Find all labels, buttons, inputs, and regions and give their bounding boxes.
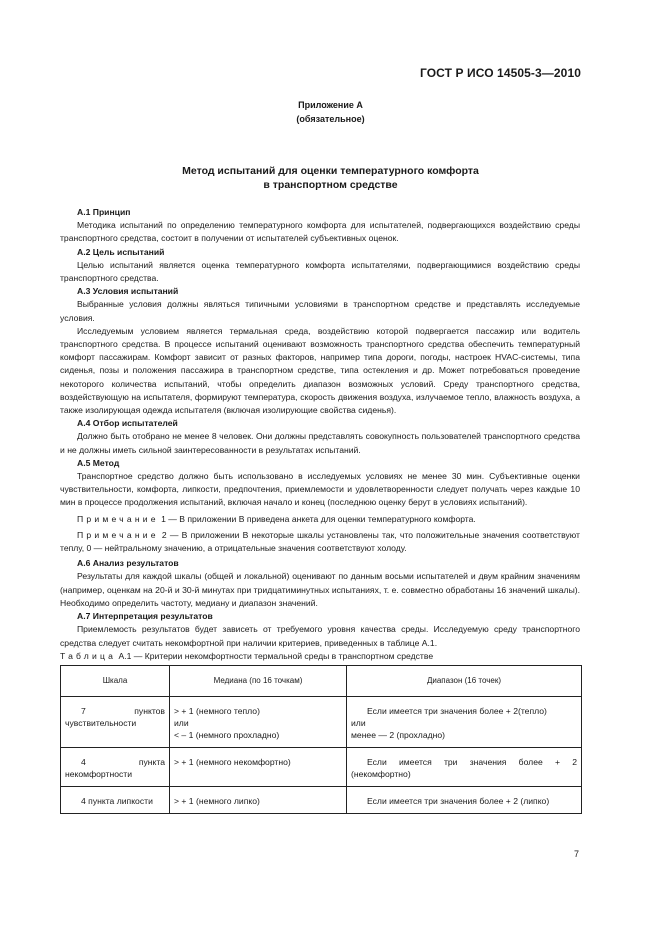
note-text: 1 — В приложении В приведена анкета для оценки температурного комфорта.	[158, 513, 476, 524]
range-line: Если имеется три значения более + 2 (липко)	[367, 795, 550, 806]
paragraph: Транспортное средство должно быть использовано в исследуемых условиях не менее 30 мин. Субъективные оценки чувствительности, комфорта, липкости, предпочтения, приемлемости и удовлетворенности следует получать через каждые 10 мин в процессе продолжения испытаний, включая начало и конец (последнюю оценку берут в условиях испытаний).	[60, 471, 580, 508]
section-heading-a7: А.7 Интерпретация результатов	[77, 611, 213, 622]
table-caption	[60, 650, 580, 663]
paragraph: Должно быть отобрано не менее 8 человек. Они должны представлять совокупность пользователей транспортного средства и не должны иметь сильной заинтересованности в результатах испытаний.	[60, 431, 580, 455]
annex-status: (обязательное)	[296, 114, 365, 124]
table-cell-median	[170, 696, 347, 747]
median-line: < – 1 (немного прохладно)	[174, 729, 280, 740]
section-heading-a2: А.2 Цель испытаний	[77, 246, 165, 257]
column-header-scale: Шкала	[61, 665, 170, 696]
page-number: 7	[573, 849, 579, 859]
document-title-line2: в транспортном средстве	[263, 179, 398, 191]
criteria-table	[60, 665, 582, 814]
median-line: > + 1 (немного липко)	[174, 795, 260, 806]
table-cell-range	[347, 786, 582, 813]
document-title-line1: Метод испытаний для оценки температурного комфорта	[182, 165, 479, 177]
paragraph: Выбранные условия должны являться типичными условиями в транспортном средстве и представлять исследуемые условия.	[60, 299, 580, 323]
section-heading-a6: А.6 Анализ результатов	[77, 558, 179, 569]
column-header-range: Диапазон (16 точек)	[347, 665, 582, 696]
note-2	[60, 529, 580, 555]
document-body	[60, 206, 580, 814]
column-header-median: Медиана (по 16 точкам)	[170, 665, 347, 696]
section-heading-a4: А.4 Отбор испытателей	[77, 418, 178, 429]
table-caption-text: А.1 — Критерии некомфортности термальной среды в транспортном средстве	[116, 650, 434, 661]
range-line: Если имеется три значения более + 2 (некомфортно)	[351, 756, 577, 779]
section-heading-a1: А.1 Принцип	[77, 207, 131, 217]
table-row	[61, 786, 582, 813]
range-line: или	[351, 717, 366, 728]
table-cell-scale: 4 пункта липкости	[61, 786, 170, 813]
note-1	[60, 513, 580, 526]
table-caption-label: Таблица	[60, 650, 117, 661]
median-line: > + 1 (немного некомфортно)	[174, 756, 291, 767]
table-row	[61, 747, 582, 786]
note-label: Примечание	[77, 529, 159, 540]
table-cell-scale: 4 пункта некомфортности	[61, 747, 170, 786]
paragraph: Целью испытаний является оценка температурного комфорта испытателями, подвергающимися воздействию среды транспортного средства.	[60, 259, 580, 284]
median-line: > + 1 (немного тепло)	[174, 705, 260, 716]
note-text: 2 — В приложении В некоторые шкалы установлены так, что положительные значения соответствуют теплу, 0 — нейтральному значению, а отрицательные значения соответствуют холоду.	[60, 529, 580, 554]
section-heading-a5: А.5 Метод	[77, 457, 120, 468]
paragraph: Результаты для каждой шкалы (общей и локальной) оценивают по данным восьми испытателей и двум крайним значениям (например, оценкам на 20-й и 30-й минутах при тридцатиминутных испытаниях, т. е. совместно обработаны 16 значений шкалы). Необходимо определить частоту, медиану и диапазон значений.	[60, 571, 580, 608]
paragraph: Методика испытаний по определению температурного комфорта для испытателей, подвергающихся воздействию среды транспортного средства, состоит в получении от испытателей субъективных оценок.	[60, 220, 580, 244]
paragraph: Приемлемость результатов будет зависеть от требуемого уровня качества среды. Исследуемую среду транспортного средства следует считать некомфортной при наличии критериев, приведенных в таблице А.1.	[60, 624, 580, 648]
table-cell-scale: 7 пунктов чувствительности	[61, 696, 170, 747]
table-cell-range	[347, 747, 582, 786]
range-line: Если имеется три значения более + 2(тепло)	[367, 705, 547, 716]
section-heading-a3: А.3 Условия испытаний	[77, 286, 179, 297]
annex-title: Приложение А	[298, 100, 363, 110]
note-label: Примечание	[77, 513, 159, 524]
table-header-row	[61, 665, 582, 696]
range-line: менее — 2 (прохладно)	[351, 729, 445, 740]
table-cell-median	[170, 747, 347, 786]
table-cell-range	[347, 696, 582, 747]
median-line: или	[174, 717, 189, 728]
table-cell-median	[170, 786, 347, 813]
paragraph: Исследуемым условием является термальная среда, воздействию которой подвергается пассажир или водитель транспортного средства. В процессе испытаний оценивают возможность транспортного средства обеспечить температурный комфорт пассажирам. Комфорт зависит от разных факторов, например типа дороги, погоды, настроек HVAC-системы, типа сиденья, позы и положения пассажира в транспортном средстве, типа остекления и др. Может потребоваться проведение некоторого количества испытаний, чтобы определить диапазон возможных условий. Среду транспортного средства, воздействующую на испытателя, формируют температура, скорость движения воздуха, излучаемое тепло, влажность воздуха, а также изолирующая одежда испытателя (включая изолирующие свойства сиденья).	[60, 325, 580, 416]
standard-number: ГОСТ Р ИСО 14505-3—2010	[419, 66, 581, 80]
table-row	[61, 696, 582, 747]
